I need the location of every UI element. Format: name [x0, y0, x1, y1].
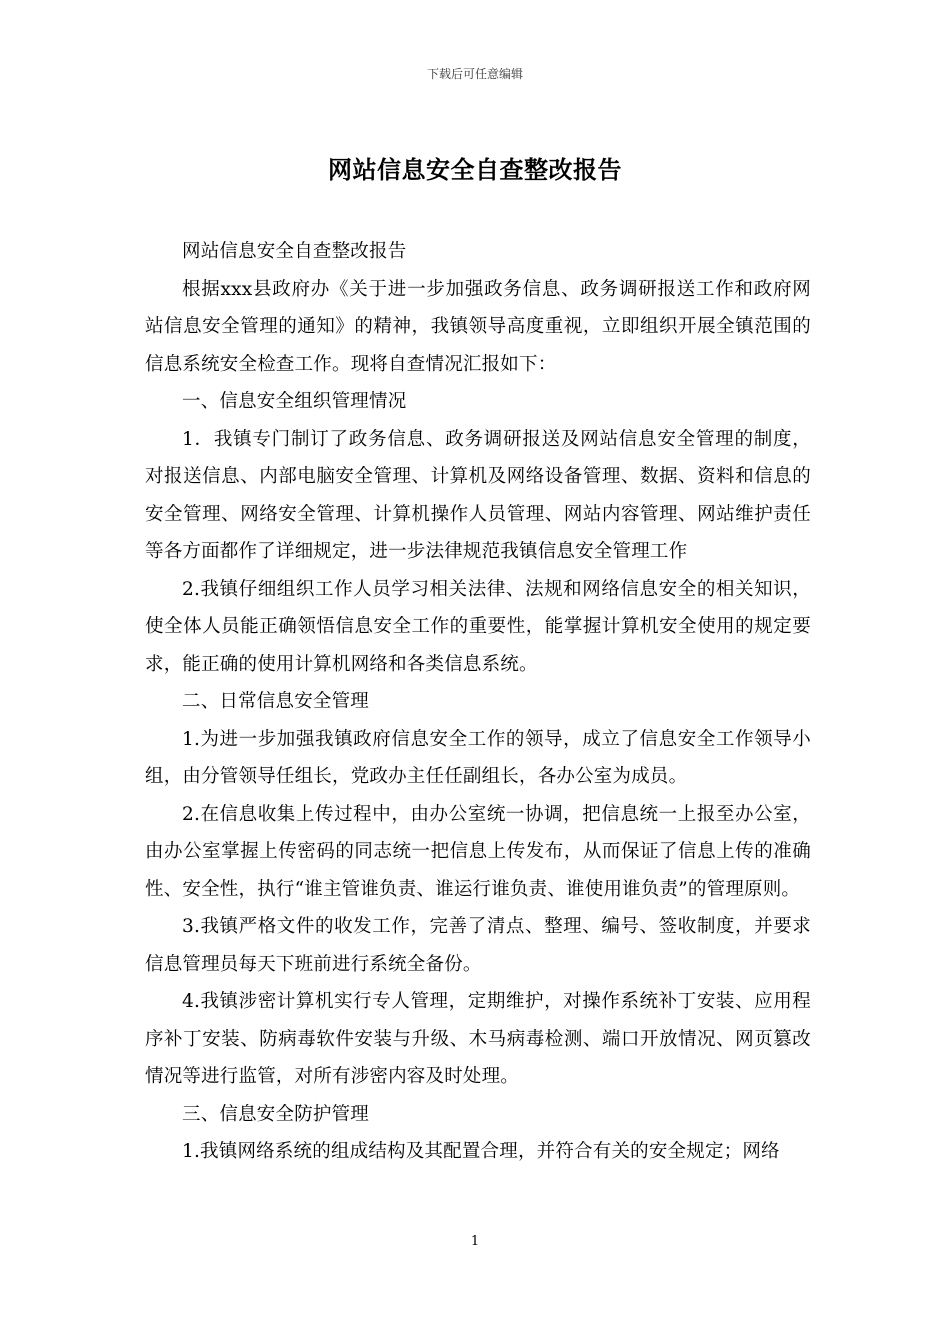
header-note: 下载后可任意编辑: [426, 67, 523, 81]
document-title: 网站信息安全自查整改报告: [328, 155, 622, 184]
body-paragraph: 1．我镇专门制订了政务信息、政务调研报送及网站信息安全管理的制度，对报送信息、内部电脑安全管理、计算机及网络设备管理、数据、资料和信息的安全管理、网络安全管理、计算机操作人员管理、网站内容管理、网站维护责任等各方面都作了详细规定，进一步法律规范我镇信息安全管理工作: [145, 428, 811, 562]
body-paragraph: 1.为进一步加强我镇政府信息安全工作的领导，成立了信息安全工作领导小组，由分管领导任组长，党政办主任任副组长，各办公室为成员。: [145, 728, 811, 787]
body-paragraph: 4.我镇涉密计算机实行专人管理，定期维护，对操作系统补丁安装、应用程序补丁安装、防病毒软件安装与升级、木马病毒检测、端口开放情况、网页篡改情况等进行监管，对所有涉密内容及时处理。: [145, 991, 811, 1087]
body-paragraph: 2.我镇仔细组织工作人员学习相关法律、法规和网络信息安全的相关知识，使全体人员能正确领悟信息安全工作的重要性，能掌握计算机安全使用的规定要求，能正确的使用计算机网络和各类信息系统。: [145, 578, 811, 675]
page-number: 1: [470, 1234, 480, 1249]
body-paragraph: 网站信息安全自查整改报告: [182, 241, 407, 262]
body-paragraph: 3.我镇严格文件的收发工作，完善了清点、整理、编号、签收制度，并要求信息管理员每天下班前进行系统全备份。: [145, 916, 811, 975]
body-paragraph: 2.在信息收集上传过程中，由办公室统一协调，把信息统一上报至办公室，由办公室掌握上传密码的同志统一把信息上传发布，从而保证了信息上传的准确性、安全性，执行“谁主管谁负责、谁运行谁负责、谁使用谁负责”的管理原则。: [145, 803, 811, 900]
section-heading: 二、日常信息安全管理: [182, 691, 370, 712]
section-heading: 三、信息安全防护管理: [182, 1103, 370, 1125]
section-heading: 一、信息安全组织管理情况: [182, 391, 407, 412]
body-paragraph: 1.我镇网络系统的组成结构及其配置合理，并符合有关的安全规定；网络: [182, 1141, 780, 1162]
body-paragraph: 根据xxx县政府办《关于进一步加强政务信息、政务调研报送工作和政府网站信息安全管理的通知》的精神，我镇领导高度重视，立即组织开展全镇范围的信息系统安全检查工作。现将自查情况汇报如下：: [145, 278, 811, 375]
document-body: [145, 233, 811, 1171]
